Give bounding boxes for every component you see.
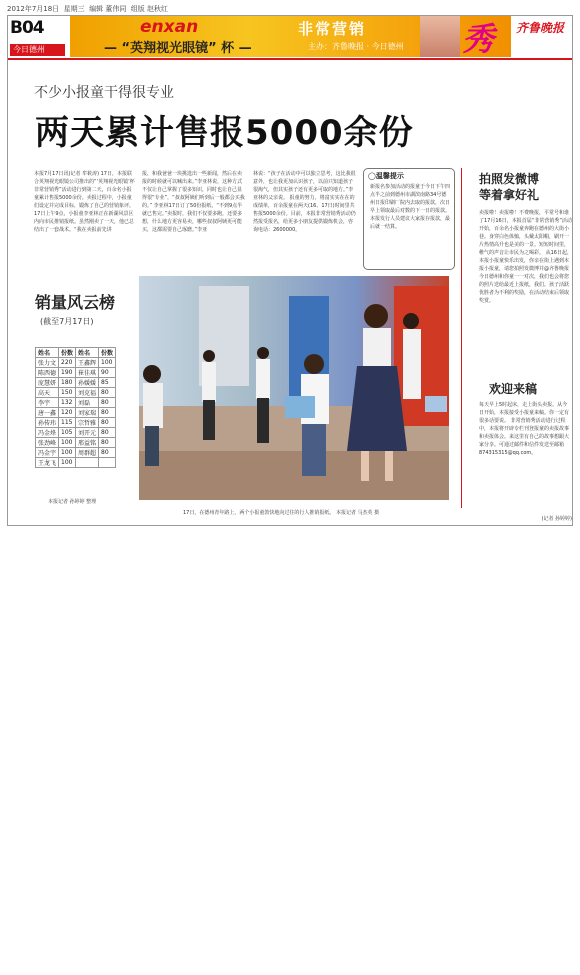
- ranking-cell: 王龙飞: [36, 458, 59, 468]
- news-photo: [139, 276, 449, 500]
- news-photo-image: [139, 276, 449, 500]
- ranking-cell: 冯金宇: [36, 448, 59, 458]
- ranking-cell: 李宇: [36, 398, 59, 408]
- side-byline: (记者 孙婷婷): [541, 516, 572, 522]
- ranking-cell: 高天: [36, 388, 59, 398]
- banner-slogan: — “英翔视光眼镜” 杯 —: [104, 41, 252, 56]
- ranking-header-cell: 份数: [99, 348, 116, 358]
- sponsor-logo: enxan: [140, 17, 199, 37]
- banner-big-character: 秀: [462, 20, 495, 58]
- tip-box: [363, 168, 455, 270]
- ranking-row: [36, 358, 116, 368]
- ranking-cell: 80: [99, 428, 116, 438]
- side-column: [479, 171, 572, 522]
- ranking-table: [35, 347, 116, 468]
- ranking-row: [36, 388, 116, 398]
- event-banner: [70, 16, 511, 57]
- ranking-cell: 陈西德: [36, 368, 59, 378]
- ranking-cell: 100: [59, 438, 76, 448]
- ranking-cell: 132: [59, 398, 76, 408]
- ranking-cell: 80: [99, 398, 116, 408]
- ranking-header-row: [36, 348, 116, 358]
- ranking-cell: 张劲峰: [36, 438, 59, 448]
- article-byline: 本报记者 孙婷婷 整理: [48, 499, 97, 505]
- ranking-cell: 80: [99, 448, 116, 458]
- ranking-cell: 邢益铭: [76, 438, 99, 448]
- ranking-cell: 150: [59, 388, 76, 398]
- column-divider: [461, 168, 462, 508]
- meta-weekday: 星期三: [63, 5, 85, 13]
- article-column-2: 报，和我爸爸一块挑选出一些新闻，然后在卖报的时候就可以喊出来。”李亚林说，这种方式不仅让自己掌握了很多知识，同时也让自己显得很“专业”，“叔叔阿姨们听到后一般都会买我的。” 李亚林17日订了50份报纸，“不到9点半就已售完。”卖报时，我们不仅要多跑，还要多想，什么地方更容易卖，哪些叔叔阿姨更可能买，这都需要自己琢磨。”李亚: [142, 171, 245, 233]
- ranking-header-cell: 姓名: [36, 348, 59, 358]
- ranking-row: [36, 448, 116, 458]
- meta-checker: 组版 赵秋红: [130, 5, 169, 13]
- side-title-3: 欢迎来稿: [489, 382, 538, 396]
- ranking-cell: 190: [59, 368, 76, 378]
- article-subtitle: 不少小报童干得很专业: [34, 85, 174, 101]
- ranking-cell: 220: [59, 358, 76, 368]
- ranking-cell: 庞慧妍: [36, 378, 59, 388]
- ranking-cell: 唐一鑫: [36, 408, 59, 418]
- ranking-cell: 刘家瑞: [76, 408, 99, 418]
- ranking-row: [36, 418, 116, 428]
- ranking-header-cell: 姓名: [76, 348, 99, 358]
- side-text-1: 卖报啦！卖报啦！不费晚报，平常号和谁了17月16日，本报首届“非常营销秀”活动开始，百余名小报童奔跑在德州的大街小巷。身穿白色体恤，头戴太阳帽，刷开一片热情高升也是美的一景。短短时间里，稚气的声音让市民为之喝彩。 从16日起，本报小报童快乐出发，你亲在街上遇到本报小报童，请您拍照发微博并@齐鲁晚报今日德州和你童一一对次，我们也会将您的照片送给最近上报纸，我们。孩子活跃优胜者为不利的奖励，在活动结束后领取奖赏。: [479, 210, 572, 304]
- side-title-2: 等着拿好礼: [479, 188, 540, 202]
- tip-text: 新报名参加活动的报童于今日下午四点半之前到德州市湖滨南路34号德州日报印刷厂院内去取的报款，次日早上领取最后对数的下一日的报款。本报发行人员建议大家报存报款，最后就一结算。: [370, 184, 450, 230]
- article-headline: 两天累计售报5000余份: [35, 113, 414, 153]
- article-column-1: 本报7月17日讯(记者 牟筱涛) 17日，本报联合英翔视光眼镜公司推出的“‘英翔视光眼镜’杯非常营销秀”活动进行到第二天，百余名小报童累计售报5000余份。卖报过程中，小报童们设定并完成目标，锻炼了自己的营销象评。 17日上午9点，小报童李亚林正在新湖风景区内向市民推销报纸。虽然刚卖了一天，他已总结出了一套战术。“我在卖报前先讲: [34, 171, 135, 233]
- ranking-row: [36, 378, 116, 388]
- banner-host: 主办：齐鲁晚报 · 今日德州: [308, 42, 404, 51]
- ranking-cell: 80: [99, 408, 116, 418]
- ranking-cell: 张力文: [36, 358, 59, 368]
- ranking-cell: 120: [59, 408, 76, 418]
- ranking-cell: 115: [59, 418, 76, 428]
- ranking-row: [36, 428, 116, 438]
- ranking-row: [36, 438, 116, 448]
- ranking-cell: 100: [59, 458, 76, 468]
- ranking-cell: 孙传玮: [36, 418, 59, 428]
- newspaper-page: [7, 15, 573, 526]
- ranking-row: [36, 458, 116, 468]
- ranking-cell: 周群超: [76, 448, 99, 458]
- ranking-cell: [99, 458, 116, 468]
- ranking-cell: 80: [99, 438, 116, 448]
- photo-caption: 17日，在德州青年路上，两个小报童敦快地向过往的行人推销报纸。 本报记者 马杰英 摄: [183, 510, 380, 516]
- ranking-cell: 刘磊: [76, 398, 99, 408]
- side-text-2: 每天早上5时起床，走上街头卖报。从今日开始，本报接受小报童来稿。你一定有很多话要说。 非常营销秀活动进行过程中，本报将开辟专栏刊登报童的卖报故事和卖报体会。来这里有自己的故事想跟大家分享。可通过邮件和信件发送至邮箱874315315@qq.com。: [479, 402, 570, 456]
- ranking-row: [36, 398, 116, 408]
- ranking-subtitle: (截至7月17日): [40, 317, 94, 326]
- banner-title: 非常营销: [298, 20, 367, 38]
- ranking-cell: 90: [99, 368, 116, 378]
- newspaper-logo: 齐鲁晚报: [516, 21, 565, 35]
- banner-photo: [420, 16, 460, 57]
- section-label: 今日德州: [10, 44, 65, 56]
- ranking-row: [36, 408, 116, 418]
- ranking-cell: 100: [59, 448, 76, 458]
- meta-editor: 编辑 董伟同: [89, 5, 127, 13]
- page-number: B04: [10, 18, 44, 38]
- ranking-cell: 崔佳琪: [76, 368, 99, 378]
- ranking-cell: 刘克福: [76, 388, 99, 398]
- ranking-row: [36, 368, 116, 378]
- header-rule: [8, 58, 572, 60]
- ranking-title: 销量风云榜: [35, 293, 116, 312]
- ranking-cell: 刘开元: [76, 428, 99, 438]
- ranking-cell: 180: [59, 378, 76, 388]
- ranking-header-cell: 份数: [59, 348, 76, 358]
- side-title-1: 拍照发微博: [479, 172, 540, 186]
- ranking-cell: [76, 458, 99, 468]
- page-meta: [7, 4, 168, 14]
- ranking-cell: 宗哲雅: [76, 418, 99, 428]
- ranking-cell: 王鑫辉: [76, 358, 99, 368]
- meta-date: 2012年7月18日: [7, 5, 60, 13]
- ranking-table-wrapper: [35, 347, 116, 468]
- ranking-cell: 孙媛媛: [76, 378, 99, 388]
- ranking-cell: 80: [99, 418, 116, 428]
- ranking-cell: 80: [99, 388, 116, 398]
- ranking-cell: 85: [99, 378, 116, 388]
- ranking-cell: 100: [99, 358, 116, 368]
- article-column-3: 林说：“孩子在活动中可以独立思考，这比我很意外，也让我更加认识孩子，以前只知道孩子很淘气，但其实孩子还有更多可取的地方。”李亚林的父亲说。 报童的努力，将富实实在在的成绩单，百余报童在两天(16、17日)时间里共售报5000余份。目前，本报非常营销秀活动仍然报受报名，给更多小朋友提供锻炼机会，咨询电话：2600000。: [253, 171, 356, 233]
- tip-title: ◯温馨提示: [368, 172, 404, 180]
- ranking-cell: 冯金烽: [36, 428, 59, 438]
- ranking-cell: 105: [59, 428, 76, 438]
